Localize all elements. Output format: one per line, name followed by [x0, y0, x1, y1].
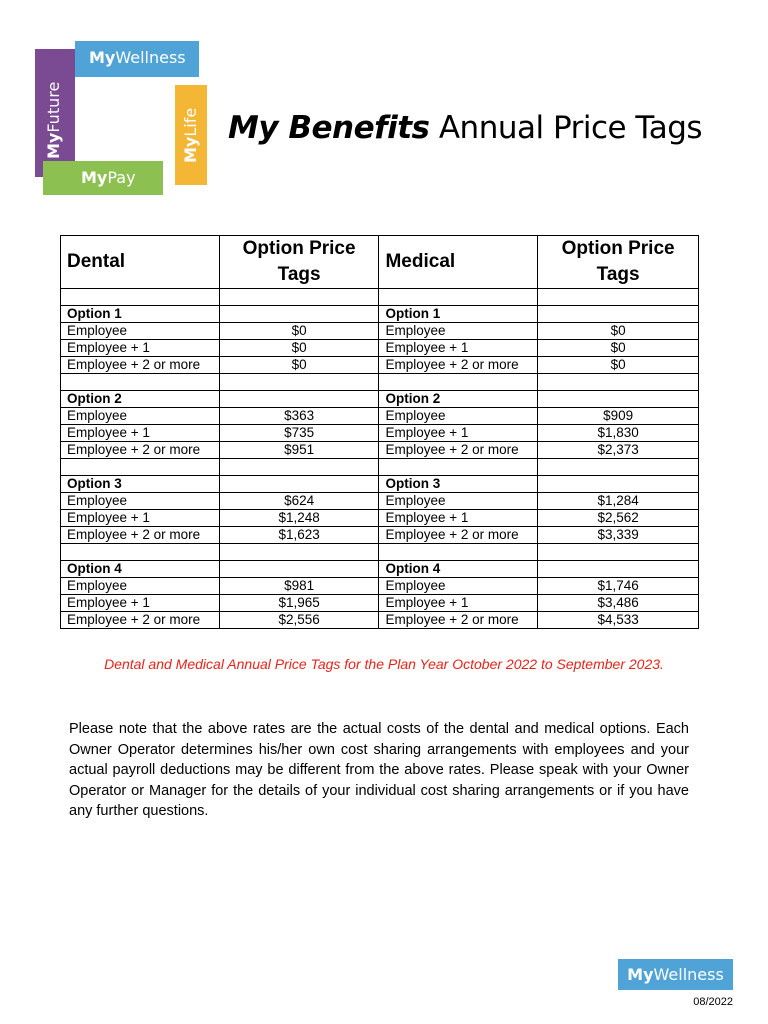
spacer-cell [61, 459, 220, 476]
empty-cell [219, 391, 379, 408]
medical-option-label: Option 2 [379, 391, 538, 408]
dental-price: $1,248 [219, 510, 379, 527]
plan-year-note: Dental and Medical Annual Price Tags for the Plan Year October 2022 to September 2023. [104, 656, 664, 672]
spacer-cell [538, 374, 699, 391]
option-header-row [61, 391, 699, 408]
empty-cell [538, 561, 699, 578]
medical-option-label: Option 4 [379, 561, 538, 578]
medical-price: $1,284 [538, 493, 699, 510]
medical-tier-label: Employee + 1 [379, 595, 538, 612]
spacer-cell [61, 374, 220, 391]
medical-price: $1,746 [538, 578, 699, 595]
table-row [61, 323, 699, 340]
table-row [61, 612, 699, 629]
spacer-cell [219, 374, 379, 391]
dental-price: $0 [219, 323, 379, 340]
medical-header: Medical [379, 236, 538, 289]
dental-price: $0 [219, 357, 379, 374]
page-title: My Benefits Annual Price Tags [228, 110, 703, 146]
dental-price: $624 [219, 493, 379, 510]
dental-tier-label: Employee + 1 [61, 340, 220, 357]
medical-tier-label: Employee + 2 or more [379, 612, 538, 629]
spacer-cell [379, 289, 538, 306]
spacer-cell [61, 544, 220, 561]
dental-price: $0 [219, 340, 379, 357]
spacer-cell [61, 289, 220, 306]
medical-tier-label: Employee + 2 or more [379, 442, 538, 459]
medical-tier-label: Employee [379, 408, 538, 425]
dental-tier-label: Employee + 1 [61, 510, 220, 527]
medical-price-header: Option Price Tags [538, 236, 699, 289]
logo-mywellness-text: MyWellness [89, 48, 186, 67]
medical-price: $0 [538, 357, 699, 374]
medical-price: $1,830 [538, 425, 699, 442]
empty-cell [219, 306, 379, 323]
option-header-row [61, 306, 699, 323]
table-row [61, 340, 699, 357]
spacer-cell [538, 544, 699, 561]
dental-option-label: Option 2 [61, 391, 220, 408]
table-row [61, 493, 699, 510]
logo-mywellness-block [75, 41, 199, 77]
dental-tier-label: Employee [61, 408, 220, 425]
spacer-row [61, 289, 699, 306]
logo-center [75, 77, 175, 161]
medical-tier-label: Employee [379, 323, 538, 340]
option-header-row [61, 476, 699, 493]
dental-tier-label: Employee + 2 or more [61, 612, 220, 629]
spacer-cell [219, 459, 379, 476]
medical-tier-label: Employee + 2 or more [379, 357, 538, 374]
table-row [61, 527, 699, 544]
spacer-cell [219, 289, 379, 306]
logo-mylife-text: MyLife [181, 107, 200, 163]
medical-tier-label: Employee + 1 [379, 340, 538, 357]
option-header-row [61, 561, 699, 578]
medical-tier-label: Employee + 2 or more [379, 527, 538, 544]
dental-tier-label: Employee + 2 or more [61, 527, 220, 544]
logo-mypay-block [43, 161, 163, 195]
table-row [61, 357, 699, 374]
dental-price: $735 [219, 425, 379, 442]
dental-price: $981 [219, 578, 379, 595]
disclaimer-paragraph: Please note that the above rates are the actual costs of the dental and medical options. Each Owner Operator determines his/her own cost sharing arrangements with employees and your actual payroll deductions may be different from the above rates. Please speak with your Owner Operator or Manager for the details of your individual cost sharing arrangements or if you have any further questions. [69, 721, 689, 819]
spacer-cell [379, 459, 538, 476]
empty-cell [219, 561, 379, 578]
footer-mywellness-logo: MyWellness [618, 959, 733, 990]
dental-tier-label: Employee [61, 578, 220, 595]
table-header-row [61, 236, 699, 289]
mywellness-logo [35, 41, 207, 197]
spacer-cell [379, 374, 538, 391]
logo-mypay-text: MyPay [81, 168, 136, 187]
medical-tier-label: Employee + 1 [379, 510, 538, 527]
medical-price: $3,486 [538, 595, 699, 612]
empty-cell [538, 476, 699, 493]
dental-tier-label: Employee [61, 323, 220, 340]
dental-option-label: Option 3 [61, 476, 220, 493]
logo-myfuture-text: MyFuture [44, 81, 63, 159]
medical-tier-label: Employee [379, 578, 538, 595]
dental-price: $1,623 [219, 527, 379, 544]
empty-cell [219, 476, 379, 493]
dental-tier-label: Employee + 1 [61, 425, 220, 442]
dental-price: $2,556 [219, 612, 379, 629]
medical-tier-label: Employee + 1 [379, 425, 538, 442]
spacer-cell [219, 544, 379, 561]
spacer-cell [379, 544, 538, 561]
table-row [61, 425, 699, 442]
dental-price: $951 [219, 442, 379, 459]
medical-option-label: Option 3 [379, 476, 538, 493]
empty-cell [538, 306, 699, 323]
logo-myfuture-block [35, 49, 75, 177]
dental-tier-label: Employee + 2 or more [61, 442, 220, 459]
table-row [61, 442, 699, 459]
spacer-cell [538, 459, 699, 476]
spacer-row [61, 374, 699, 391]
medical-option-label: Option 1 [379, 306, 538, 323]
dental-option-label: Option 4 [61, 561, 220, 578]
spacer-row [61, 459, 699, 476]
logo-mylife-block [175, 85, 207, 185]
price-table [60, 235, 699, 629]
medical-price: $0 [538, 340, 699, 357]
medical-price: $2,373 [538, 442, 699, 459]
dental-header: Dental [61, 236, 220, 289]
dental-tier-label: Employee + 1 [61, 595, 220, 612]
dental-price: $1,965 [219, 595, 379, 612]
table-row [61, 408, 699, 425]
document-date: 08/2022 [693, 996, 733, 1008]
medical-price: $0 [538, 323, 699, 340]
medical-tier-label: Employee [379, 493, 538, 510]
dental-option-label: Option 1 [61, 306, 220, 323]
medical-price: $909 [538, 408, 699, 425]
dental-tier-label: Employee + 2 or more [61, 357, 220, 374]
medical-price: $4,533 [538, 612, 699, 629]
dental-tier-label: Employee [61, 493, 220, 510]
medical-price: $2,562 [538, 510, 699, 527]
spacer-cell [538, 289, 699, 306]
spacer-row [61, 544, 699, 561]
table-row [61, 578, 699, 595]
table-row [61, 595, 699, 612]
medical-price: $3,339 [538, 527, 699, 544]
table-row [61, 510, 699, 527]
dental-price-header: Option Price Tags [219, 236, 379, 289]
dental-price: $363 [219, 408, 379, 425]
empty-cell [538, 391, 699, 408]
